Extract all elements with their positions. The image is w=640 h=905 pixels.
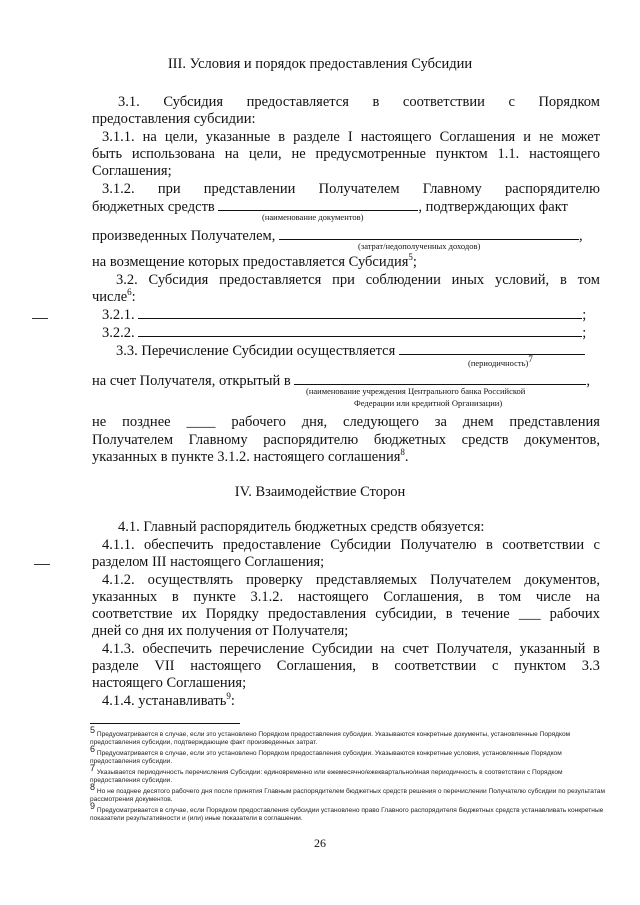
para-4-1-2-line-2: указанных в пункте 3.1.2. настоящего Соглашения, в том числе на xyxy=(92,589,600,605)
para-3-1-1-line-3: Соглашения; xyxy=(92,163,172,179)
para-3-1-line-1: 3.1. Субсидия предоставляется в соответствии с Порядком xyxy=(118,94,600,110)
para-4-1-1-line-2: разделом III настоящего Соглашения; xyxy=(92,554,325,570)
para-3-1-2-line-4: на возмещение которых предоставляется Субсидия$^5$; xyxy=(92,252,417,270)
para-3-1-2-line-1: 3.1.2. при представлении Получателем Главному распорядителю xyxy=(102,181,600,197)
condition-2-blank[interactable] xyxy=(138,324,582,337)
section-4-heading: IV. Взаимодействие Сторон xyxy=(234,484,406,500)
footnote-6: $^6$ Предусматривается в случае, если это установлено Порядком предоставления субсидии. Указываются конкретные условия, установленные Порядком предоставления субсидии. xyxy=(90,744,562,766)
para-3-1-2-line-3: произведенных Получателем, , xyxy=(92,228,583,244)
para-3-2-line-1: 3.2. Субсидия предоставляется при соблюдении иных условий, в том xyxy=(116,272,600,288)
para-4-1: 4.1. Главный распорядитель бюджетных средств обязуется: xyxy=(118,519,485,535)
footnote-divider xyxy=(90,723,240,724)
condition-1-blank[interactable] xyxy=(138,306,582,319)
para-4-1-2-line-4: дней со дня их получения от Получателя; xyxy=(92,623,349,639)
bank-blank[interactable] xyxy=(294,372,586,385)
margin-dash xyxy=(34,564,50,565)
costs-blank[interactable] xyxy=(279,227,579,240)
para-4-1-2-line-1: 4.1.2. осуществлять проверку представляемых Получателем документов, xyxy=(102,572,600,588)
para-4-1-3-line-2: разделе VII настоящего Соглашения, в соответствии с пунктом 3.3 xyxy=(92,658,600,674)
footnote-9: $^9$ Предусматривается в случае, если Порядком предоставления субсидии установлено право Главного распорядителя бюджетных средств устанавливать конкретные показатели результативности и (или) иные показатели в соглашении. xyxy=(90,801,604,823)
para-3-1-1-line-1: 3.1.1. на цели, указанные в разделе I настоящего Соглашения и не может xyxy=(102,129,600,145)
footnote-7: $^7$ Указывается периодичность перечисления Субсидии: единовременно или ежемесячно/ежеквартально/иная периодичность в соответствии с Порядком предоставления субсидии. xyxy=(90,763,563,785)
para-3-3-line-5: указанных в пункте 3.1.2. настоящего соглашения$^8$. xyxy=(92,447,409,465)
caption-periodicity: (периодичность)$^7$ xyxy=(468,354,533,368)
para-3-1-1-line-2: быть использована на цели, не предусмотренные пунктом 1.1. настоящего xyxy=(92,146,600,162)
caption-documents: (наименование документов) xyxy=(262,212,364,222)
section-3-heading: III. Условия и порядок предоставления Субсидии xyxy=(167,56,473,72)
para-3-3-line-1: 3.3. Перечисление Субсидии осуществляется xyxy=(116,342,585,360)
para-3-1-2-line-2: бюджетных средств , подтверждающих факт xyxy=(92,199,568,215)
para-4-1-4: 4.1.4. устанавливать$^9$: xyxy=(102,691,235,709)
para-3-3-line-2: на счет Получателя, открытый в , xyxy=(92,373,590,389)
para-4-1-3-line-3: настоящего Соглашения; xyxy=(92,675,247,691)
para-4-1-1-line-1: 4.1.1. обеспечить предоставление Субсидии Получателю в соответствии с xyxy=(102,537,600,553)
para-3-1-line-2: предоставления субсидии: xyxy=(92,111,256,127)
para-3-2-line-2: числе$^6$: xyxy=(92,287,136,305)
para-3-3-line-4: Получателем Главному распорядителю бюджетных средств документов, xyxy=(92,432,600,448)
periodicity-blank[interactable] xyxy=(399,342,585,355)
para-3-2-2: 3.2.2. ; xyxy=(102,325,587,341)
caption-bank-2: Федерации или кредитной Организации) xyxy=(354,398,503,408)
para-3-2-1: 3.2.1. ; xyxy=(102,307,587,323)
page-number: 26 xyxy=(314,836,326,850)
margin-dash xyxy=(32,318,48,319)
caption-bank-1: (наименование учреждения Центрального банка Российской xyxy=(306,386,526,396)
footnote-5: $^5$ Предусматривается в случае, если это установлено Порядком предоставления субсидии. Указываются конкретные документы, установленные Порядком предоставления субсидии, подтверждающие факт произведенных затрат. xyxy=(90,725,571,747)
para-4-1-2-line-3: соответствие их Порядку предоставления субсидии, в течение ___ рабочих xyxy=(92,606,600,622)
para-3-3-line-3: не позднее ____ рабочего дня, следующего за днем представления xyxy=(92,414,600,430)
footnote-8: $^8$ Но не позднее десятого рабочего дня после принятия Главным распорядителем бюджетных средств решения о перечислении Получателю субсидии по результатам рассмотрения документов. xyxy=(90,782,605,804)
caption-costs: (затрат/недополученных доходов) xyxy=(358,241,481,251)
para-4-1-3-line-1: 4.1.3. обеспечить перечисление Субсидии на счет Получателя, указанный в xyxy=(102,641,600,657)
documents-blank[interactable] xyxy=(218,198,418,211)
